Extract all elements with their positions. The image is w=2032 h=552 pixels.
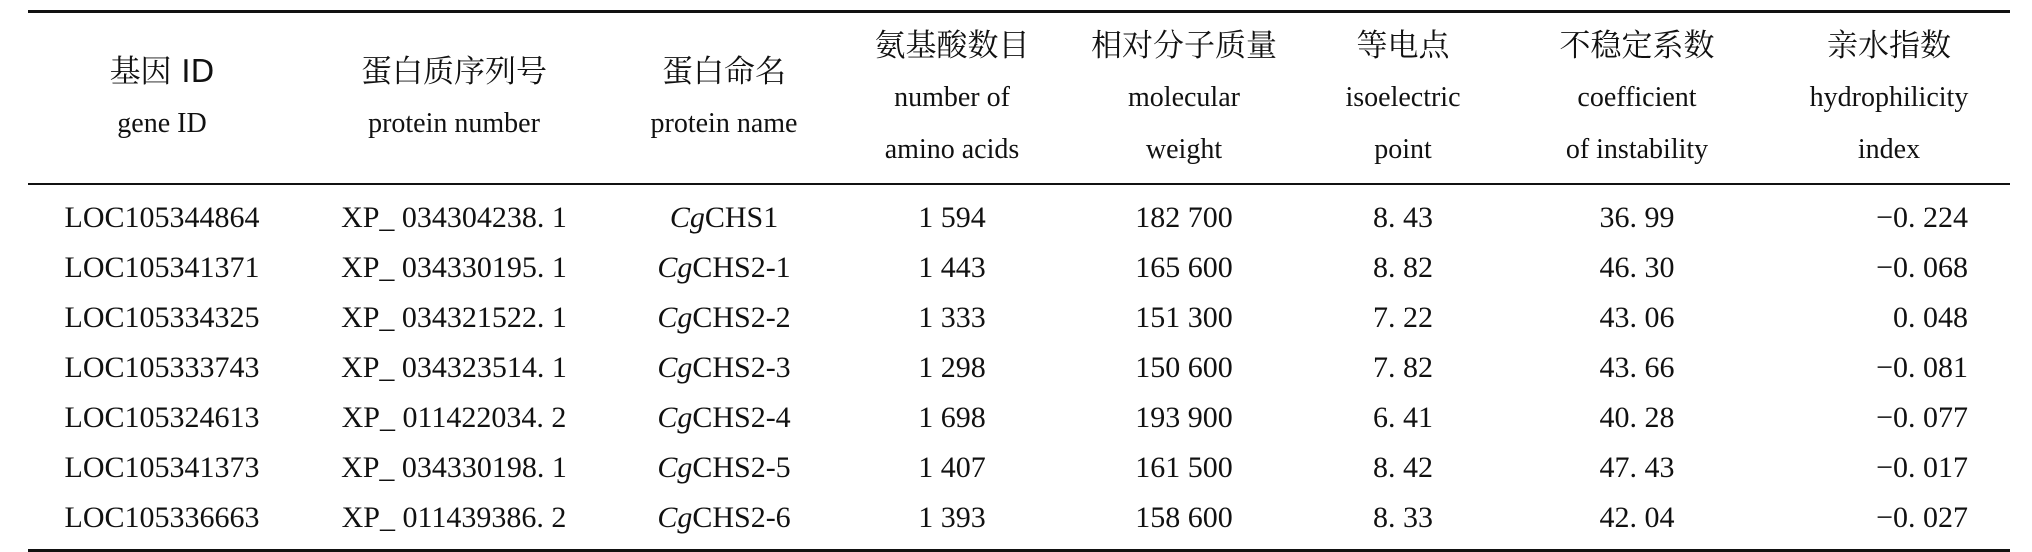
- cell-protein-name: [612, 243, 836, 293]
- cell-instability: 40. 28: [1599, 401, 1675, 434]
- name-species-prefix: Cg: [657, 251, 693, 284]
- protein-properties-table: [28, 10, 2010, 552]
- table-row: [28, 343, 2010, 393]
- name-species-prefix: Cg: [657, 301, 693, 334]
- header-en-line: hydrophilicity: [1809, 82, 1969, 113]
- header-protein-number: [296, 12, 612, 185]
- header-zh: 蛋白质序列号: [361, 54, 547, 90]
- header-zh: 亲水指数: [1827, 28, 1951, 64]
- cell-gene-id: LOC105336663: [64, 501, 260, 534]
- name-species-prefix: Cg: [657, 351, 693, 384]
- cell-instability: 36. 99: [1599, 201, 1675, 234]
- cell-molecular-weight: 150 600: [1135, 351, 1233, 384]
- cell-protein-number: XP_ 011439386. 2: [341, 501, 567, 534]
- cell-amino-acids: 1 698: [918, 401, 986, 434]
- name-species-prefix: Cg: [657, 451, 693, 484]
- table-row: [28, 493, 2010, 551]
- header-en-line: of instability: [1565, 134, 1709, 165]
- cell-isoelectric-point: 8. 82: [1373, 251, 1433, 284]
- cell-protein-name: [612, 343, 836, 393]
- cell-amino-acids: 1 393: [918, 501, 986, 534]
- header-en-line: point: [1374, 134, 1432, 165]
- table-body: [28, 184, 2010, 551]
- header-zh: 等电点: [1356, 28, 1450, 64]
- cell-gene-id: LOC105341371: [64, 251, 260, 284]
- table-row: [28, 393, 2010, 443]
- header-protein-name: [612, 12, 836, 185]
- cell-protein-number: XP_ 034304238. 1: [341, 201, 567, 234]
- header-en-line: protein name: [650, 108, 798, 139]
- header-isoelectric-point: [1300, 12, 1506, 185]
- cell-gene-id: LOC105324613: [64, 401, 260, 434]
- cell-gene-id: LOC105344864: [64, 201, 260, 234]
- cell-molecular-weight: 182 700: [1135, 201, 1233, 234]
- table-row: [28, 443, 2010, 493]
- header-en-line: molecular: [1128, 82, 1240, 113]
- name-suffix: CHS2-3: [692, 351, 791, 384]
- header-en-line: index: [1857, 134, 1921, 165]
- name-suffix: CHS1: [704, 201, 779, 234]
- header-gene-id: [28, 12, 296, 185]
- cell-isoelectric-point: 8. 33: [1373, 501, 1433, 534]
- cell-protein-number: XP_ 034330195. 1: [341, 251, 567, 284]
- table-header: [28, 12, 2010, 185]
- cell-hydrophilicity: −0. 077: [1876, 401, 1968, 434]
- cell-hydrophilicity: −0. 017: [1876, 451, 1968, 484]
- cell-gene-id: LOC105341373: [64, 451, 260, 484]
- header-zh: 氨基酸数目: [874, 28, 1030, 64]
- header-en-line: isoelectric: [1345, 82, 1461, 113]
- name-species-prefix: Cg: [657, 401, 693, 434]
- cell-protein-number: XP_ 034321522. 1: [341, 301, 567, 334]
- table-row: [28, 293, 2010, 343]
- cell-isoelectric-point: 7. 82: [1373, 351, 1433, 384]
- cell-instability: 46. 30: [1599, 251, 1675, 284]
- cell-hydrophilicity: −0. 224: [1876, 201, 1968, 234]
- header-zh: 不稳定系数: [1559, 28, 1715, 64]
- cell-instability: 47. 43: [1599, 451, 1675, 484]
- cell-molecular-weight: 165 600: [1135, 251, 1233, 284]
- cell-isoelectric-point: 8. 43: [1373, 201, 1433, 234]
- name-suffix: CHS2-6: [692, 501, 791, 534]
- cell-molecular-weight: 161 500: [1135, 451, 1233, 484]
- header-en-line: amino acids: [884, 134, 1020, 165]
- name-species-prefix: Cg: [669, 201, 705, 234]
- cell-hydrophilicity: −0. 081: [1876, 351, 1968, 384]
- cell-gene-id: LOC105334325: [64, 301, 260, 334]
- cell-protein-name: [612, 293, 836, 343]
- name-suffix: CHS2-5: [692, 451, 791, 484]
- header-en-line: gene ID: [117, 108, 207, 139]
- header-zh: 相对分子质量: [1091, 28, 1277, 64]
- header-molecular-weight: [1068, 12, 1300, 185]
- cell-isoelectric-point: 8. 42: [1373, 451, 1433, 484]
- cell-instability: 42. 04: [1599, 501, 1675, 534]
- header-en-line: number of: [894, 82, 1010, 113]
- cell-protein-number: XP_ 034330198. 1: [341, 451, 567, 484]
- cell-protein-number: XP_ 034323514. 1: [341, 351, 567, 384]
- header-en-line: protein number: [368, 108, 540, 139]
- cell-isoelectric-point: 6. 41: [1373, 401, 1433, 434]
- cell-hydrophilicity: −0. 068: [1876, 251, 1968, 284]
- cell-protein-name: [612, 493, 836, 551]
- cell-protein-name: [612, 393, 836, 443]
- cell-hydrophilicity: 0. 048: [1893, 301, 1968, 334]
- cell-molecular-weight: 158 600: [1135, 501, 1233, 534]
- cell-protein-number: XP_ 011422034. 2: [341, 401, 567, 434]
- cell-amino-acids: 1 333: [918, 301, 986, 334]
- header-row: [28, 12, 2010, 185]
- protein-properties-table-container: [28, 10, 2010, 552]
- cell-isoelectric-point: 7. 22: [1373, 301, 1433, 334]
- cell-hydrophilicity: −0. 027: [1876, 501, 1968, 534]
- name-suffix: CHS2-4: [692, 401, 791, 434]
- cell-amino-acids: 1 298: [918, 351, 986, 384]
- header-zh: 基因 ID: [109, 54, 215, 90]
- name-species-prefix: Cg: [657, 501, 693, 534]
- header-amino-acids: [836, 12, 1068, 185]
- cell-amino-acids: 1 443: [918, 251, 986, 284]
- cell-instability: 43. 06: [1599, 301, 1675, 334]
- cell-protein-name: [612, 184, 836, 243]
- header-hydrophilicity: [1768, 12, 2010, 185]
- header-zh: 蛋白命名: [662, 54, 786, 90]
- header-instability: [1506, 12, 1768, 185]
- cell-amino-acids: 1 407: [918, 451, 986, 484]
- cell-instability: 43. 66: [1599, 351, 1675, 384]
- header-en-line: weight: [1145, 134, 1223, 165]
- cell-amino-acids: 1 594: [918, 201, 986, 234]
- cell-gene-id: LOC105333743: [64, 351, 260, 384]
- header-en-line: coefficient: [1577, 82, 1697, 113]
- cell-molecular-weight: 151 300: [1135, 301, 1233, 334]
- table-row: [28, 184, 2010, 243]
- name-suffix: CHS2-1: [692, 251, 791, 284]
- cell-protein-name: [612, 443, 836, 493]
- name-suffix: CHS2-2: [692, 301, 791, 334]
- table-row: [28, 243, 2010, 293]
- cell-molecular-weight: 193 900: [1135, 401, 1233, 434]
